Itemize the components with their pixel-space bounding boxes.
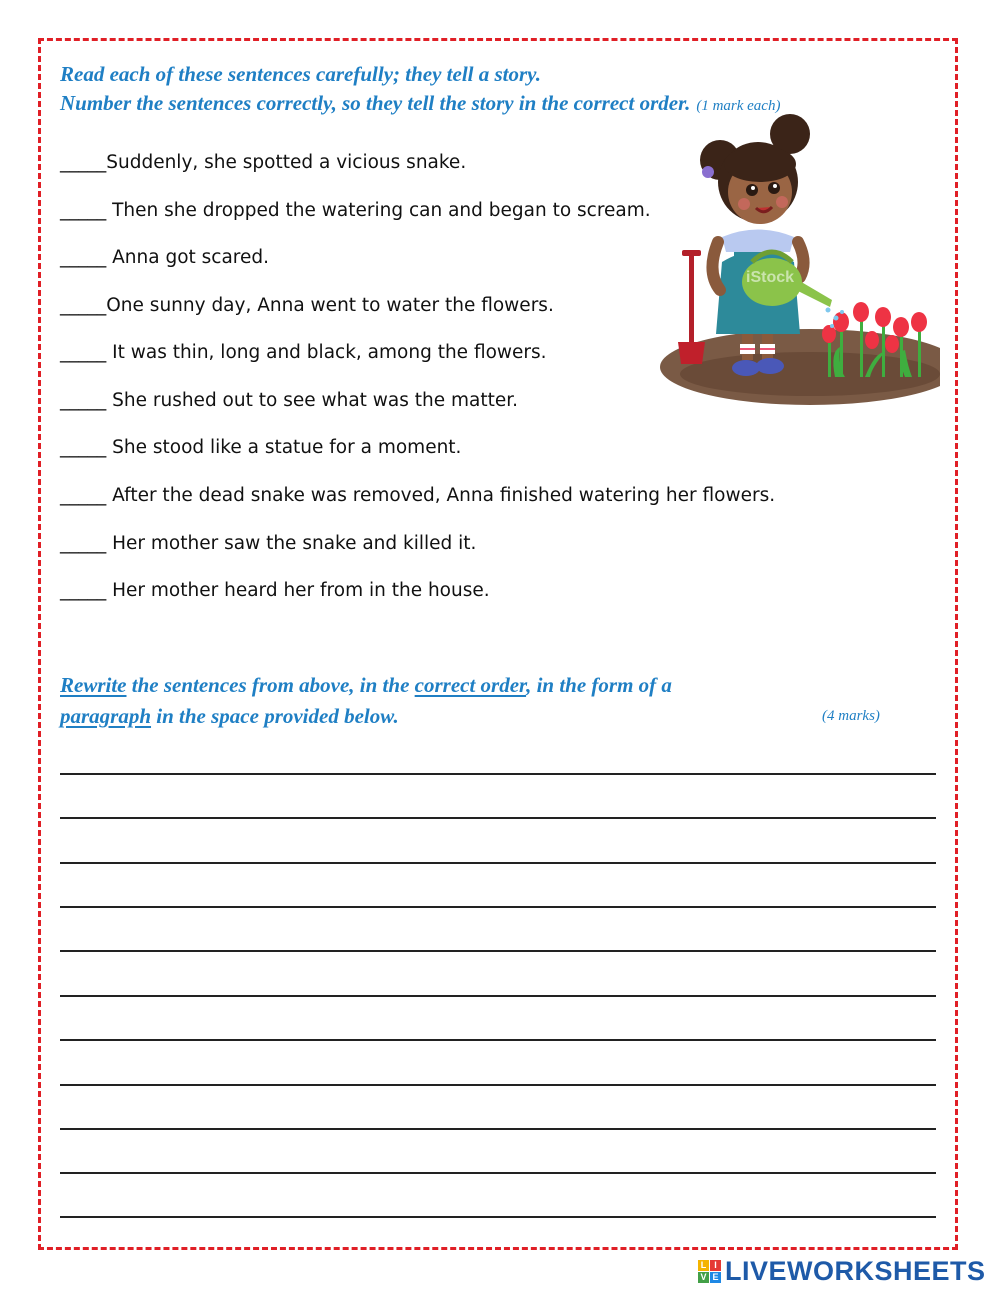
writing-line[interactable] — [60, 1128, 936, 1130]
rewrite-text-2: , in the form of a — [526, 673, 672, 697]
marks-total-label: (4 marks) — [822, 708, 880, 724]
sentence-3: _____ Anna got scared. — [60, 247, 270, 268]
girl-watering-flowers-illustration — [660, 112, 940, 407]
instruction-line-2-text: Number the sentences correctly, so they tell the story in the correct order. — [60, 91, 691, 115]
sentence-10: _____ Her mother heard her from in the house. — [60, 580, 490, 601]
rewrite-instruction-line-2 — [60, 704, 399, 729]
liveworksheets-logo[interactable] — [698, 1256, 986, 1286]
rewrite-instruction-line-1 — [60, 673, 672, 698]
paragraph-word: paragraph — [60, 704, 152, 728]
writing-line[interactable] — [60, 906, 936, 908]
sentence-2: _____ Then she dropped the watering can and began to scream. — [60, 200, 651, 221]
rewrite-text-1: the sentences from above, in the — [126, 673, 415, 697]
live-letters-icon: L I V E — [698, 1260, 721, 1283]
sentence-1: _____Suddenly, she spotted a vicious snake. — [60, 152, 467, 173]
writing-line[interactable] — [60, 773, 936, 775]
sentence-5: _____ It was thin, long and black, among the flowers. — [60, 342, 547, 363]
instruction-line-1: Read each of these sentences carefully; they tell a story. — [60, 62, 541, 86]
rewrite-word: Rewrite — [60, 673, 127, 697]
writing-line[interactable] — [60, 1172, 936, 1174]
sentence-8: _____ After the dead snake was removed, Anna finished watering her flowers. — [60, 485, 776, 506]
writing-line[interactable] — [60, 1084, 936, 1086]
writing-line[interactable] — [60, 862, 936, 864]
writing-line[interactable] — [60, 1216, 936, 1218]
writing-line[interactable] — [60, 950, 936, 952]
sentence-6: _____ She rushed out to see what was the matter. — [60, 390, 519, 411]
writing-line[interactable] — [60, 995, 936, 997]
correct-order-word: correct order — [414, 673, 527, 697]
svg-text:iStock: iStock — [746, 269, 795, 286]
logo-text: LIVEWORKSHEETS — [725, 1255, 986, 1286]
rewrite-text-3: in the space provided below. — [151, 704, 399, 728]
marks-each-label: (1 mark each) — [696, 98, 781, 114]
sentence-9: _____ Her mother saw the snake and killed it. — [60, 533, 477, 554]
writing-line[interactable] — [60, 817, 936, 819]
sentence-4: _____One sunny day, Anna went to water the flowers. — [60, 295, 554, 316]
sentence-7: _____ She stood like a statue for a moment. — [60, 437, 462, 458]
writing-line[interactable] — [60, 1039, 936, 1041]
